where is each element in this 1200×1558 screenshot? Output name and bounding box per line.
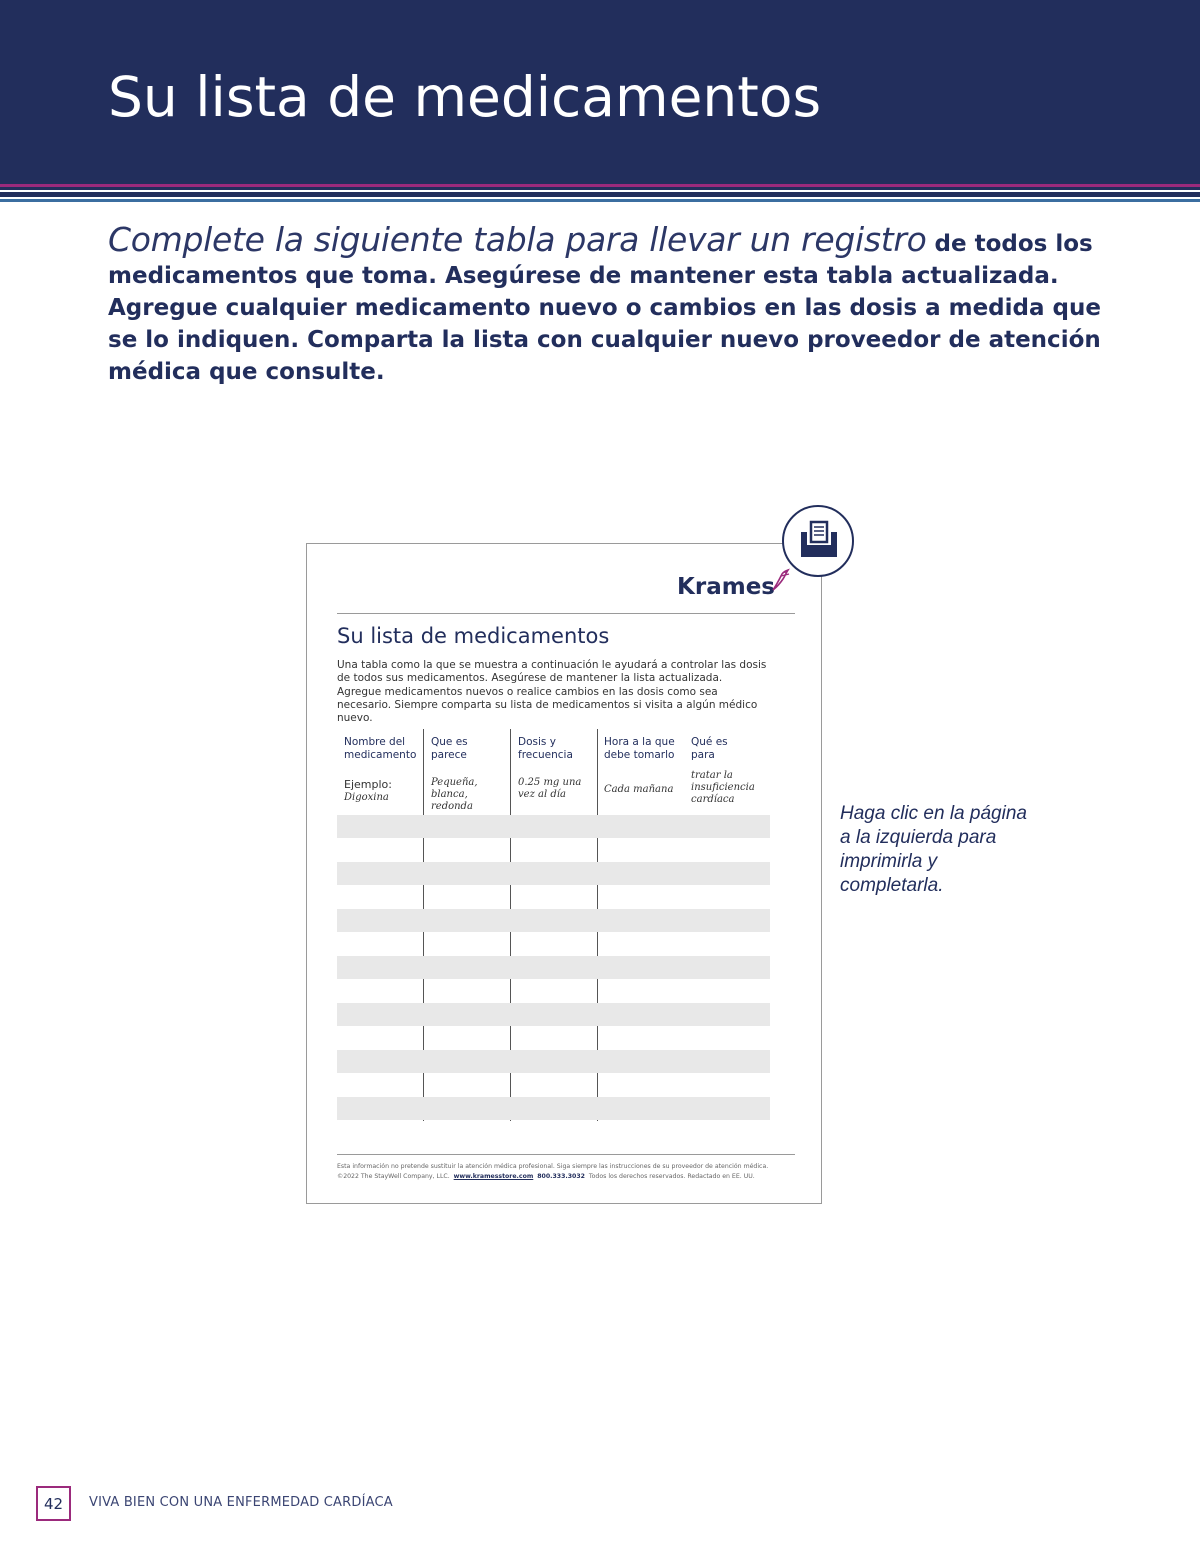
intro-body: de todos los medicamentos que toma. Asegúrese de mantener esta tabla actualizada. Agregue cualquier medicamento nuevo o cambios en las dosis a medida que se lo indiquen. Comparta la lista con cualquier nuevo proveedor de atención médica que consulte. (108, 231, 1101, 385)
example-dose: 0.25 mg una vez al día (518, 777, 582, 800)
form-header-rule (337, 613, 795, 614)
form-phone: 800.333.3032 (537, 1173, 585, 1180)
krames-logo: Krames (677, 574, 775, 600)
intro-paragraph (108, 220, 1108, 388)
form-copyright: ©2022 The StayWell Company, LLC. (337, 1173, 450, 1180)
column-header-time: Hora a la que debe tomarlo (604, 736, 675, 761)
form-disclaimer: Esta información no pretende sustituir la atención médica profesional. Siga siempre las instrucciones de su proveedor de atención médica. (337, 1163, 769, 1170)
header-stripe-blue (0, 199, 1200, 202)
form-footer-rule (337, 1154, 795, 1155)
column-header-name: Nombre del medicamento (344, 736, 417, 761)
form-footer (337, 1162, 807, 1182)
table-row-band (337, 815, 770, 838)
table-row-band (337, 862, 770, 885)
table-row-band (337, 909, 770, 932)
header-stripe-navy-thick (0, 192, 1200, 197)
table-row-band (337, 956, 770, 979)
example-time: Cada mañana (604, 784, 674, 795)
intro-lead: Complete la siguiente tabla para llevar un registro (108, 220, 927, 259)
form-description: Una tabla como la que se muestra a continuación le ayudará a controlar las dosis de todos sus medicamentos. Asegúrese de mantener la lista actualizada. Agregue medicamentos nuevos o realice cambios en las dosis como sea necesario. Siempre comparta su lista de medicamentos si visita a algún médico nuevo. (337, 659, 767, 725)
print-instruction: Haga clic en la página a la izquierda para imprimirla y completarla. (840, 803, 1027, 896)
column-header-purpose: Qué es para (691, 736, 728, 761)
column-header-looks: Que es parece (431, 736, 468, 761)
header-band (0, 0, 1200, 184)
page-number: 42 (36, 1486, 71, 1521)
form-title: Su lista de medicamentos (337, 624, 610, 648)
table-row-band (337, 1050, 770, 1073)
column-header-dose: Dosis y frecuencia (518, 736, 573, 761)
header-stripe-navy (0, 187, 1200, 190)
printable-form-thumbnail[interactable] (306, 543, 822, 1204)
print-button[interactable] (782, 505, 854, 577)
form-rights: Todos los derechos reservados. Redactado en EE. UU. (588, 1173, 755, 1180)
table-row-band (337, 1003, 770, 1026)
example-label: Ejemplo: (344, 778, 392, 791)
table-row-band (337, 1097, 770, 1120)
example-purpose: tratar la insuficiencia cardíaca (691, 770, 755, 805)
printer-icon (784, 507, 852, 575)
form-copyright-line (337, 1172, 807, 1182)
example-name: Digoxina (344, 792, 389, 803)
example-looks: Pequeña, blanca, redonda (431, 777, 478, 812)
form-website: www.kramesstore.com (453, 1173, 534, 1180)
page-title: Su lista de medicamentos (108, 65, 822, 129)
running-footer: VIVA BIEN CON UNA ENFERMEDAD CARDÍACA (89, 1495, 393, 1510)
